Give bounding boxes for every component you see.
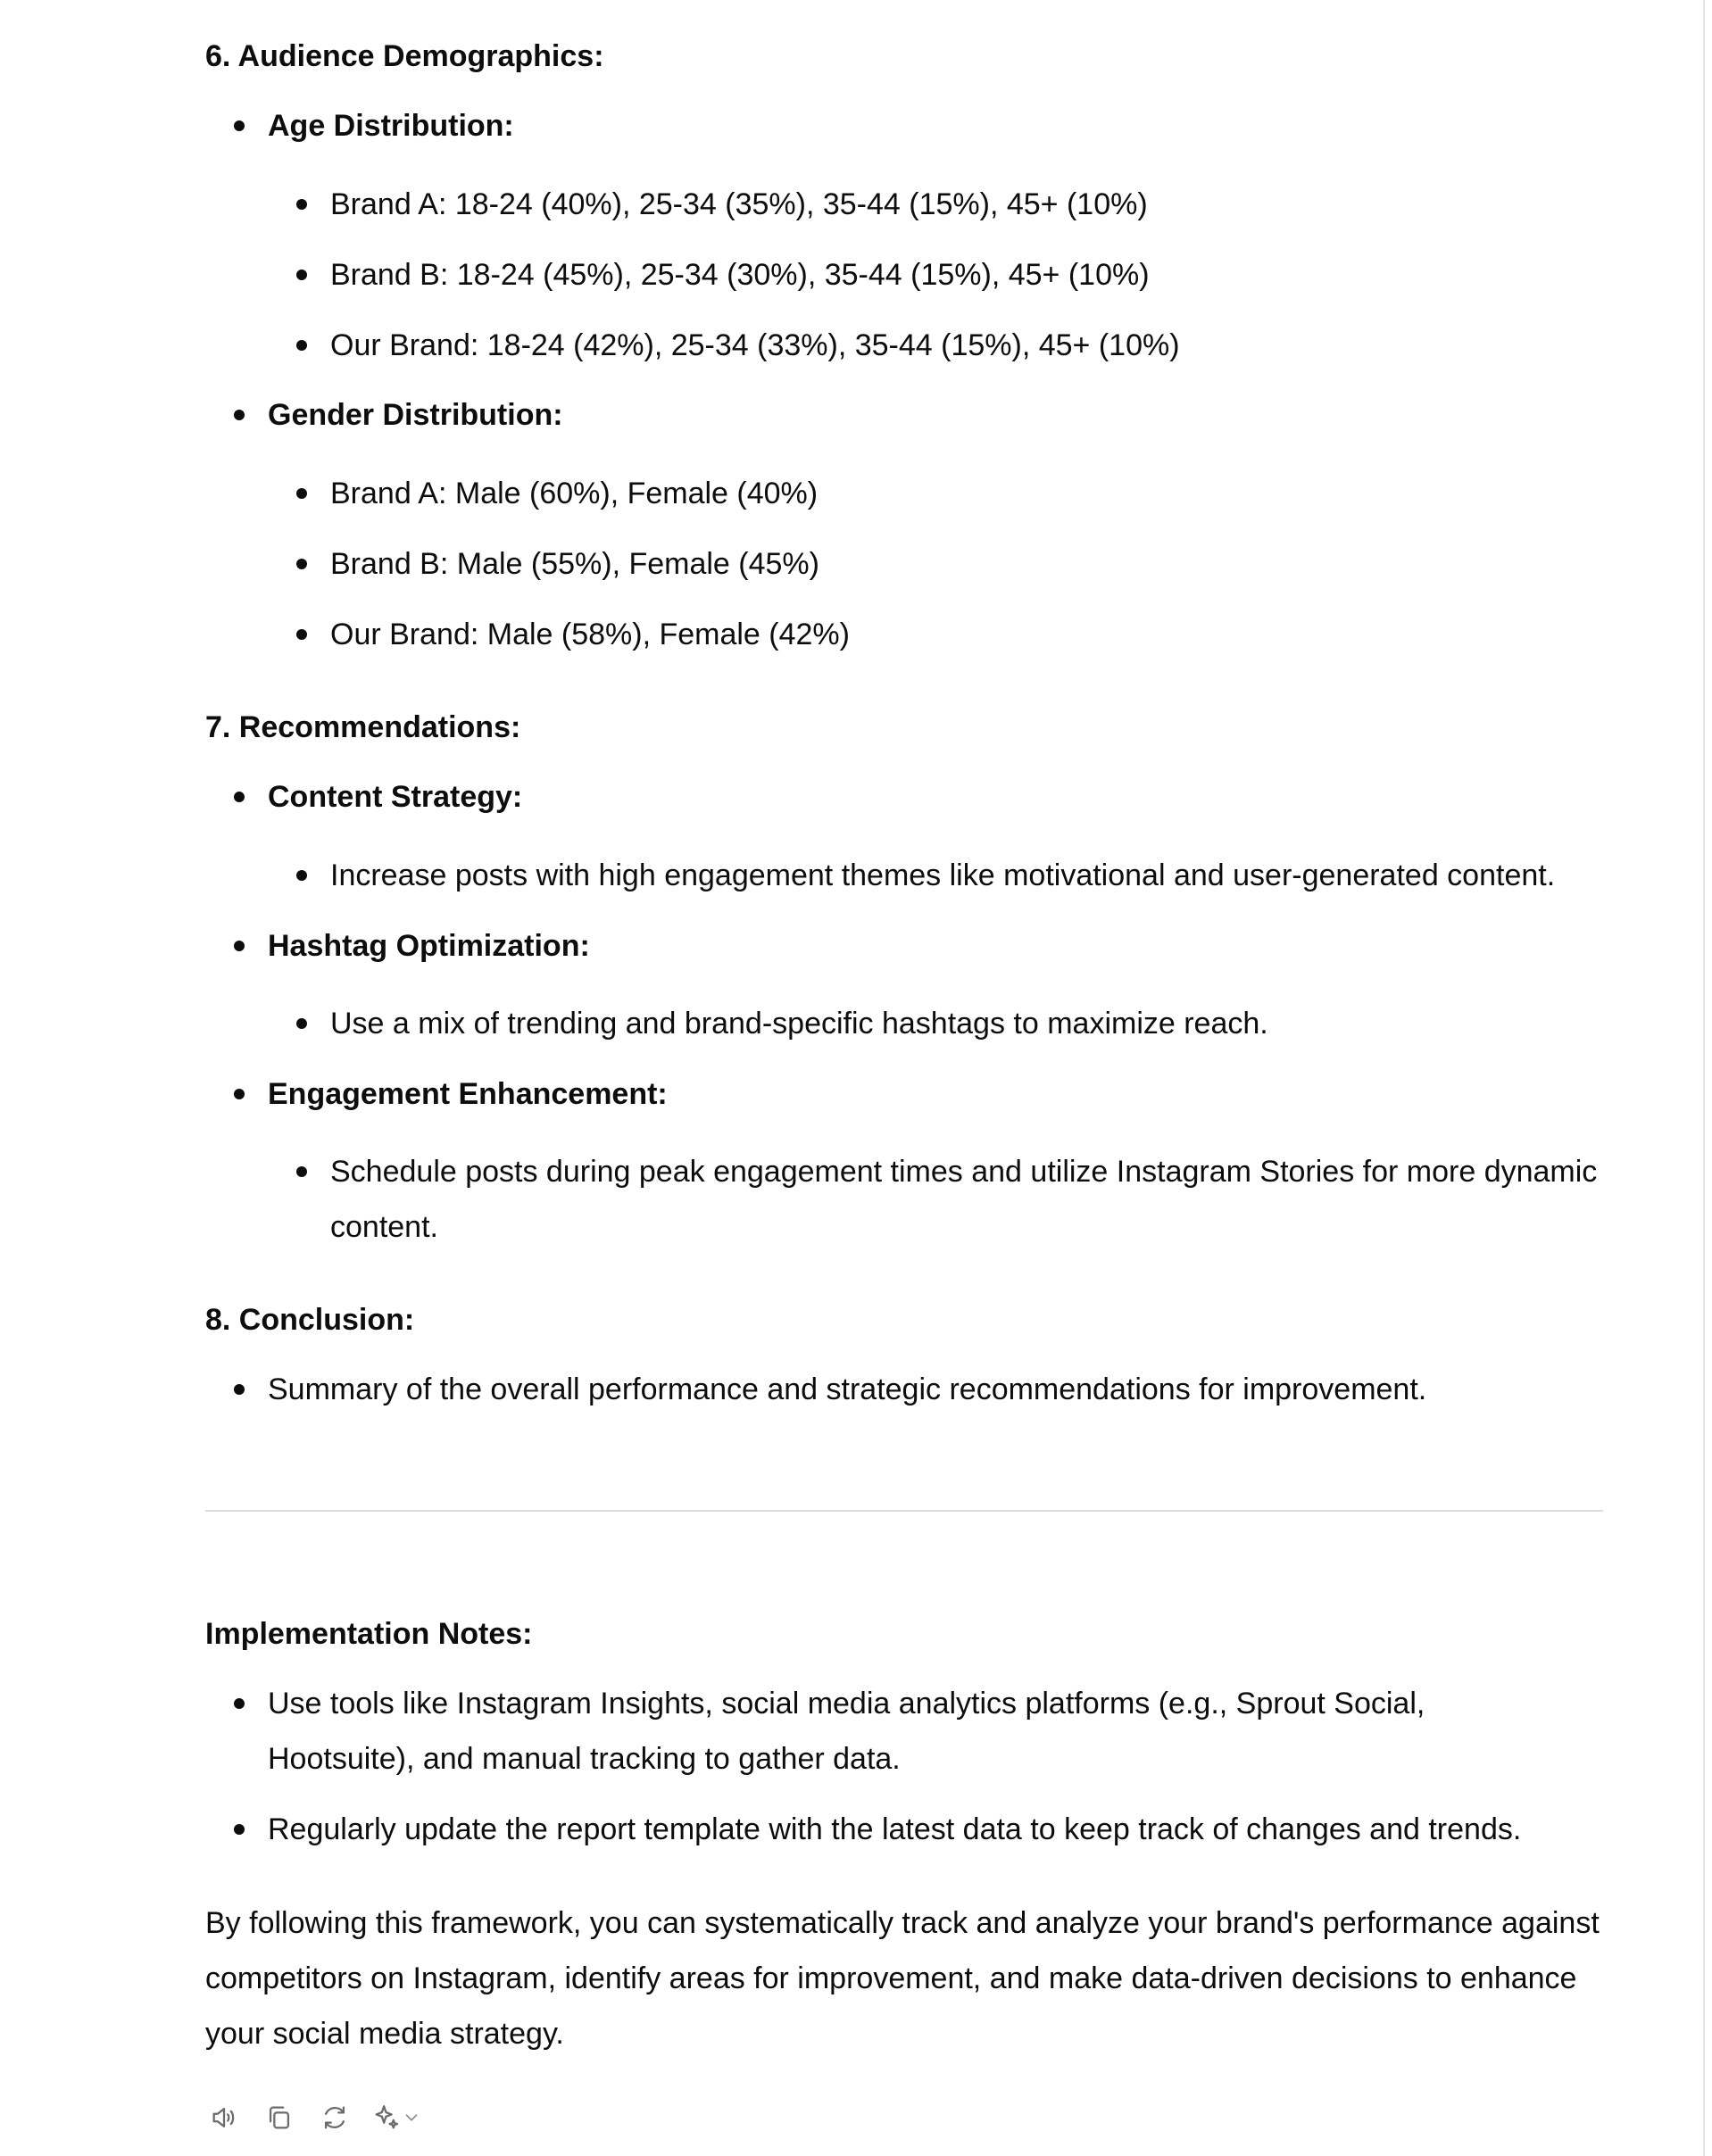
engagement-enhancement-item: Schedule posts during peak engagement times and utilize Instagram Stories for more dynamic content.: [330, 1144, 1598, 1255]
copy-icon: [264, 2102, 295, 2133]
closing-paragraph: By following this framework, you can systematically track and analyze your brand's performance against competitors on Instagram, identify areas for improvement, and make data-driven decisions to enhance your social media strategy.: [205, 1906, 1600, 2051]
content-strategy-item: Increase posts with high engagement themes like motivational and user-generated content.: [330, 848, 1555, 903]
conclusion-item: Summary of the overall performance and strategic recommendations for improvement.: [268, 1362, 1426, 1417]
copy-button[interactable]: [261, 2099, 298, 2136]
gender-distribution-label: Gender Distribution:: [268, 387, 563, 443]
age-distribution-label: Age Distribution:: [268, 98, 514, 153]
regenerate-button[interactable]: [316, 2099, 353, 2136]
age-brand-a: Brand A: 18-24 (40%), 25-34 (35%), 35-44 (15%), 45+ (10%): [330, 177, 1148, 232]
gender-our-brand: Our Brand: Male (58%), Female (42%): [330, 607, 850, 662]
gender-brand-a: Brand A: Male (60%), Female (40%): [330, 466, 818, 521]
age-our-brand: Our Brand: 18-24 (42%), 25-34 (33%), 35-44 (15%), 45+ (10%): [330, 318, 1180, 373]
recommendations-heading: 7. Recommendations:: [205, 710, 521, 744]
content-strategy-label: Content Strategy:: [268, 769, 522, 825]
implementation-note-update: Regularly update the report template with the latest data to keep track of changes and trends.: [268, 1802, 1521, 1857]
conclusion-heading: 8. Conclusion:: [205, 1303, 415, 1337]
gender-brand-b: Brand B: Male (55%), Female (45%): [330, 536, 819, 592]
implementation-note-tools: Use tools like Instagram Insights, social media analytics platforms (e.g., Sprout Social, Hootsuite), and manual tracking to gather data.: [268, 1676, 1571, 1787]
speaker-icon: [209, 2102, 239, 2133]
age-brand-b: Brand B: 18-24 (45%), 25-34 (30%), 35-44 (15%), 45+ (10%): [330, 247, 1150, 303]
window-edge: [1703, 0, 1705, 2156]
audience-demographics-heading: 6. Audience Demographics:: [205, 39, 604, 73]
regenerate-icon: [320, 2102, 350, 2133]
section-divider: [205, 1510, 1603, 1512]
model-switch-button[interactable]: [371, 2099, 436, 2136]
hashtag-optimization-label: Hashtag Optimization:: [268, 918, 590, 974]
implementation-notes-heading: Implementation Notes:: [205, 1617, 533, 1651]
chevron-down-icon: [402, 2108, 421, 2127]
message-actions: [205, 2099, 436, 2136]
read-aloud-button[interactable]: [205, 2099, 243, 2136]
sparkle-icon: [371, 2102, 402, 2133]
hashtag-optimization-item: Use a mix of trending and brand-specific hashtags to maximize reach.: [330, 996, 1268, 1051]
engagement-enhancement-label: Engagement Enhancement:: [268, 1066, 668, 1122]
